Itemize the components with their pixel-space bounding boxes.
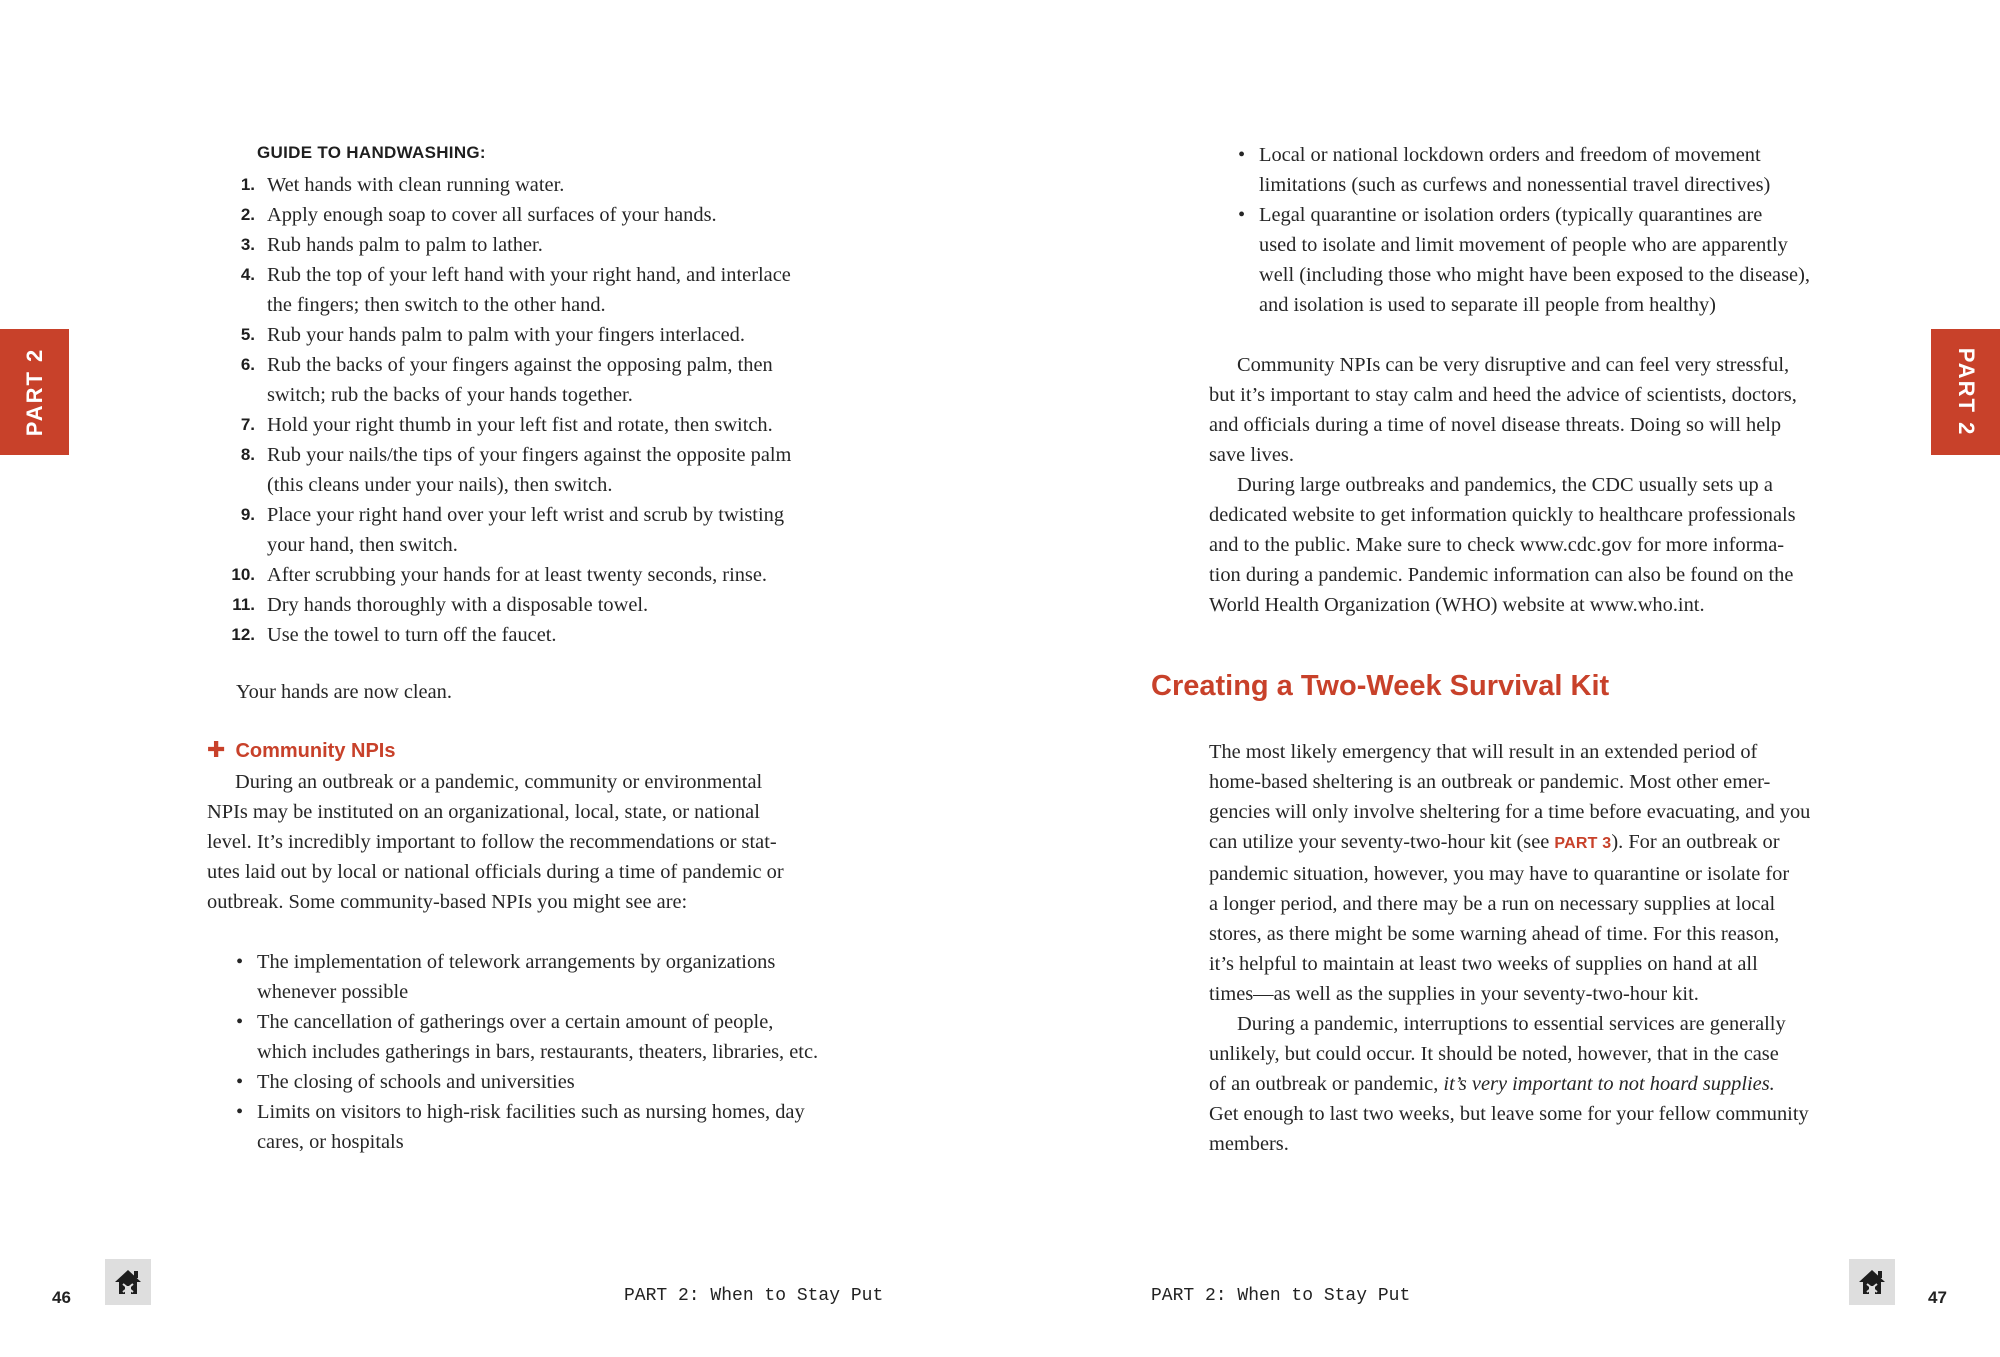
list-item: • Legal quarantine or isolation orders (typically quarantines are used to isolate and limit movement of people who are apparently well (including those who might have been exposed to the disease), and isolation is used to separate ill people from healthy): [1238, 200, 1858, 320]
list-item: • The implementation of telework arrangements by organizations whenever possible: [236, 947, 856, 1007]
emphasis: it’s very important to not hoard supplies.: [1443, 1073, 1775, 1095]
paragraph: The most likely emergency that will result in an extended period of home-based sheltering is an outbreak or pandemic. Most other emer- gencies will only involve sheltering for a time before evacuating, and you can utilize your seventy-two-hour kit (see PART 3). For an outbreak or pandemic situation, however, you may have to quarantine or isolate for a longer period, and there may be a run on necessary supplies at local stores, as there might be some warning ahead of time. For this reason, it’s helpful to maintain at least two weeks of supplies on hand at all times—as well as the supplies in your seventy-two-hour kit.: [1209, 741, 1811, 1005]
step-item: 12. Use the towel to turn off the faucet.: [231, 624, 557, 646]
step-item: 4. Rub the top of your left hand with your right hand, and interlace the fingers; then switch to the other hand.: [240, 264, 791, 316]
running-head-left: PART 2: When to Stay Put: [624, 1286, 884, 1306]
paragraph: During large outbreaks and pandemics, the CDC usually sets up a dedicated website to get information quickly to healthcare professionals and to the public. Make sure to check www.cdc.gov for more informa- tion during a pandemic. Pandemic information can also be found on the World Health Organization (WHO) website at www.who.int.: [1209, 474, 1796, 616]
step-item: 7. Hold your right thumb in your left fist and rotate, then switch.: [240, 414, 773, 436]
lockdown-bullet-list: [1238, 140, 1858, 320]
step-item: 9. Place your right hand over your left wrist and scrub by twisting your hand, then switch.: [240, 504, 785, 556]
page-number-right: 47: [1928, 1288, 1947, 1307]
survival-kit-text: [1209, 737, 1854, 1159]
step-item: 10. After scrubbing your hands for at least twenty seconds, rinse.: [231, 564, 768, 586]
list-item: • The closing of schools and universities: [236, 1067, 856, 1097]
house-icon: [1856, 1267, 1888, 1297]
running-head-right: PART 2: When to Stay Put: [1151, 1286, 1411, 1306]
paragraph: During a pandemic, interruptions to essential services are generally unlikely, but could occur. It should be noted, however, that in the case of an outbreak or pandemic, it’s very important to not hoard supplies. Get enough to last two weeks, but leave some for your fellow community members.: [1209, 1013, 1809, 1155]
step-item: 11. Dry hands thoroughly with a disposable towel.: [232, 594, 649, 616]
step-item: 8. Rub your nails/the tips of your fingers against the opposite palm (this cleans under your nails), then switch.: [240, 444, 792, 496]
guide-heading: GUIDE TO HANDWASHING:: [257, 143, 486, 162]
part-tab-label: PART 2: [1953, 347, 1979, 437]
section-title: Creating a Two-Week Survival Kit: [1151, 670, 1610, 702]
paragraph: Community NPIs can be very disruptive and can feel very stressful, but it’s important to stay calm and heed the advice of scientists, doctors, and officials during a time of novel disease threats. Doing so will help save lives.: [1209, 354, 1797, 466]
home-button-right[interactable]: [1849, 1259, 1895, 1305]
step-item: 2. Apply enough soap to cover all surfaces of your hands.: [240, 204, 717, 226]
list-item: • The cancellation of gatherings over a certain amount of people, which includes gatherings in bars, restaurants, theaters, libraries, etc.: [236, 1007, 856, 1067]
list-item: • Local or national lockdown orders and freedom of movement limitations (such as curfews and nonessential travel directives): [1238, 140, 1858, 200]
npi-discussion: [1209, 350, 1854, 620]
step-item: 1. Wet hands with clean running water.: [240, 174, 565, 196]
plus-cross-icon: ✚: [207, 737, 226, 762]
step-item: 3. Rub hands palm to palm to lather.: [240, 234, 543, 256]
npi-paragraph: During an outbreak or a pandemic, community or environmental NPIs may be instituted on an organizational, local, state, or national level. It’s incredibly important to follow the recommendations or stat- utes laid out by local or national officials during a time of pandemic or outbreak. Some community-based NPIs you might see are:: [207, 771, 784, 913]
step-item: 6. Rub the backs of your fingers against the opposing palm, then switch; rub the backs of your hands together.: [240, 354, 773, 406]
part-tab-label: PART 2: [21, 347, 47, 437]
part-3-link[interactable]: PART 3: [1554, 835, 1612, 852]
part-tab-right[interactable]: [1931, 329, 2000, 455]
clean-statement: Your hands are now clean.: [236, 681, 452, 703]
page-number-left: 46: [52, 1288, 71, 1307]
list-item: • Limits on visitors to high-risk facilities such as nursing homes, day cares, or hospitals: [236, 1097, 856, 1157]
community-npis-heading: ✚ Community NPIs: [207, 737, 396, 762]
step-item: 5. Rub your hands palm to palm with your fingers interlaced.: [240, 324, 745, 346]
